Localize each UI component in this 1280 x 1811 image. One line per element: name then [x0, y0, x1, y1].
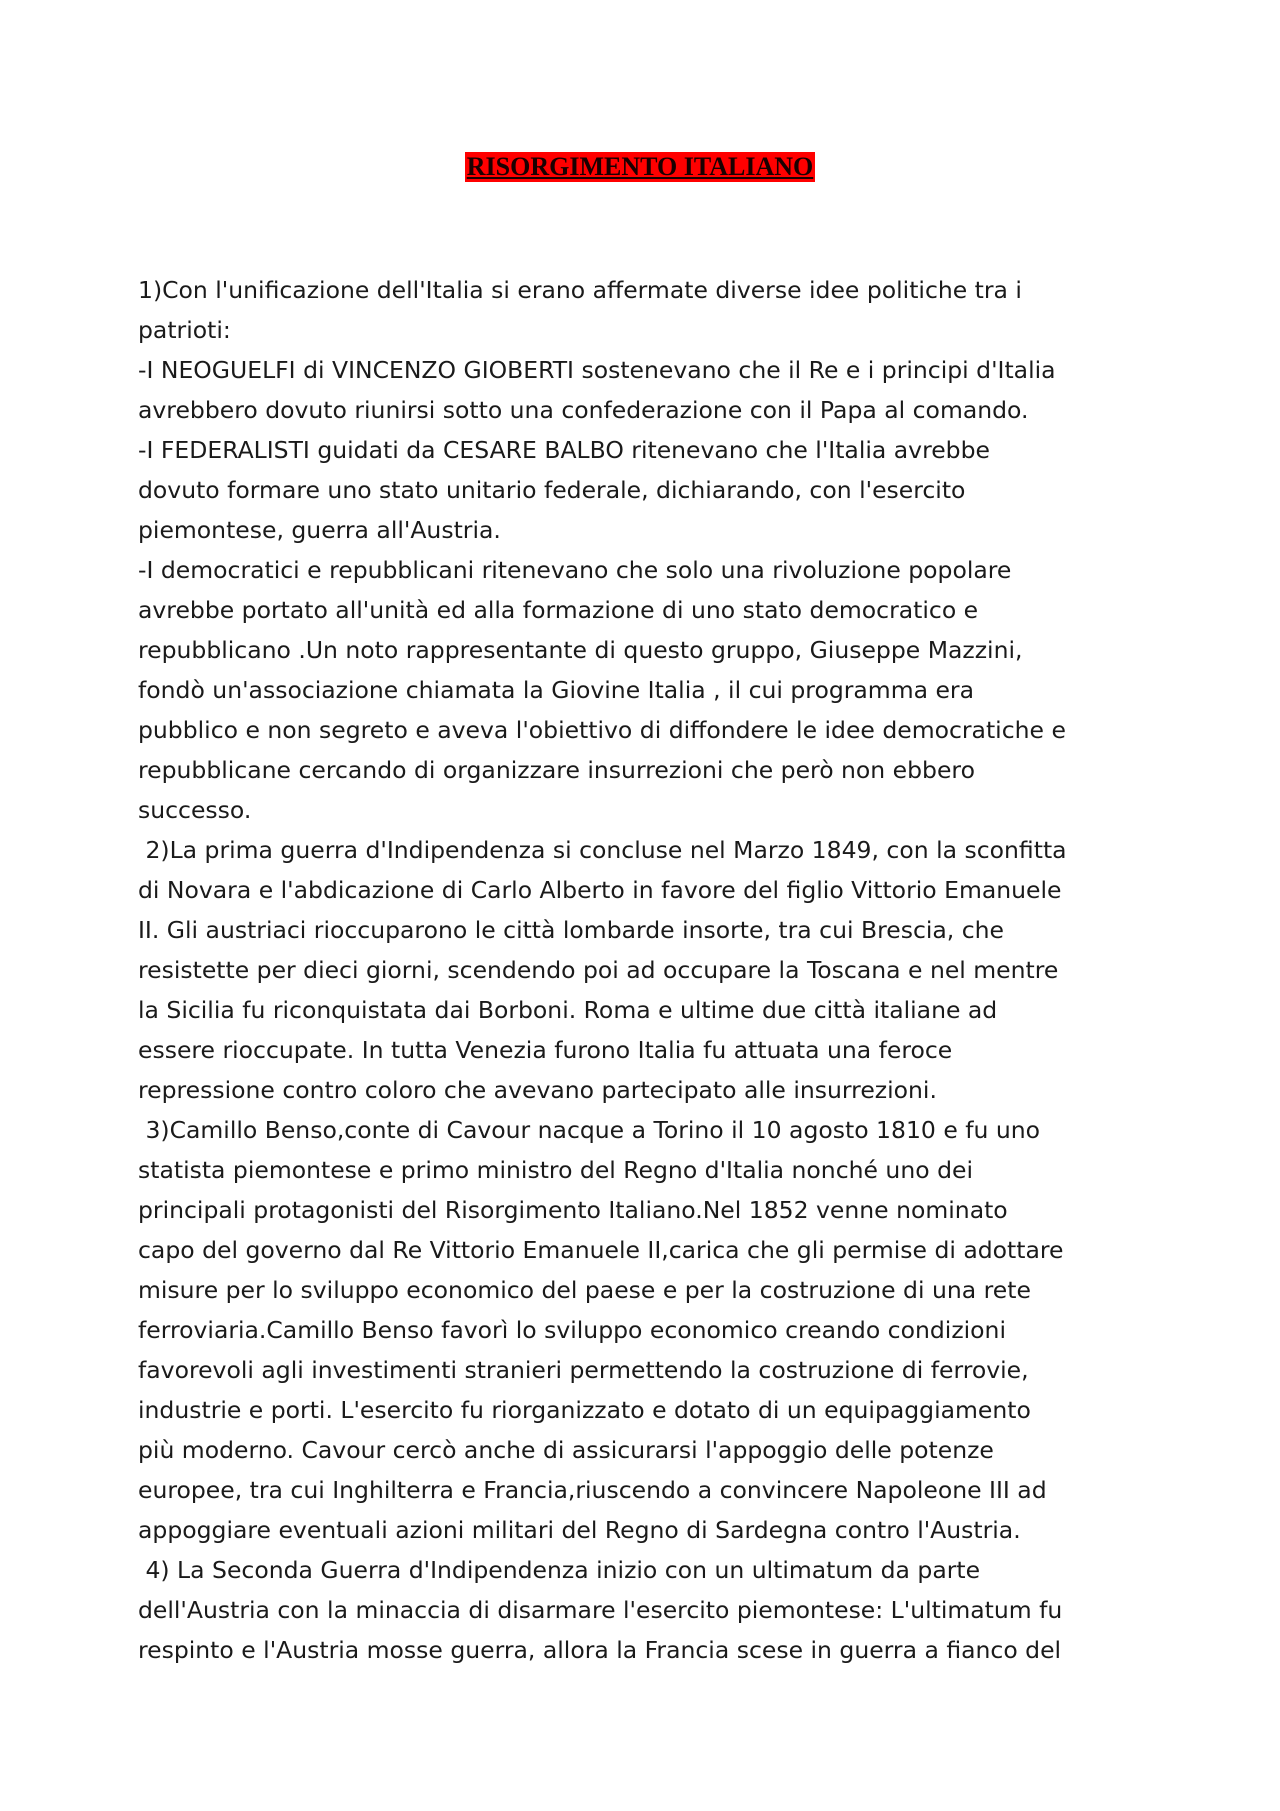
text-line: la Sicilia fu riconquistata dai Borboni. Roma e ultime due città italiane ad — [138, 996, 998, 1024]
text-line: 3)Camillo Benso,conte di Cavour nacque a Torino il 10 agosto 1810 e fu uno — [138, 1116, 1041, 1144]
text-line: repubblicano .Un noto rappresentante di questo gruppo, Giuseppe Mazzini, — [138, 636, 1023, 664]
text-line: principali protagonisti del Risorgimento Italiano.Nel 1852 venne nominato — [138, 1196, 1008, 1224]
text-line: successo. — [138, 796, 252, 824]
text-line: avrebbe portato all'unità ed alla formazione di uno stato democratico e — [138, 596, 979, 624]
text-line: appoggiare eventuali azioni militari del Regno di Sardegna contro l'Austria. — [138, 1516, 1021, 1544]
text-line: 4) La Seconda Guerra d'Indipendenza inizio con un ultimatum da parte — [138, 1556, 981, 1584]
title-container — [0, 152, 1280, 182]
text-line: essere rioccupate. In tutta Venezia furono Italia fu attuata una feroce — [138, 1036, 953, 1064]
text-line: avrebbero dovuto riunirsi sotto una confederazione con il Papa al comando. — [138, 396, 1029, 424]
text-line: respinto e l'Austria mosse guerra, allora la Francia scese in guerra a fianco del — [138, 1636, 1062, 1664]
text-line: favorevoli agli investimenti stranieri permettendo la costruzione di ferrovie, — [138, 1356, 1029, 1384]
text-line: statista piemontese e primo ministro del Regno d'Italia nonché uno dei — [138, 1156, 973, 1184]
text-line: patrioti: — [138, 316, 231, 344]
text-line: capo del governo dal Re Vittorio Emanuele II,carica che gli permise di adottare — [138, 1236, 1064, 1264]
document-body — [138, 270, 1168, 1670]
text-line: II. Gli austriaci rioccuparono le città lombarde insorte, tra cui Brescia, che — [138, 916, 1005, 944]
text-line: resistette per dieci giorni, scendendo poi ad occupare la Toscana e nel mentre — [138, 956, 1059, 984]
text-line: dovuto formare uno stato unitario federale, dichiarando, con l'esercito — [138, 476, 966, 504]
document-title: RISORGIMENTO ITALIANO — [466, 152, 814, 181]
text-line: repubblicane cercando di organizzare insurrezioni che però non ebbero — [138, 756, 975, 784]
text-line: pubblico e non segreto e aveva l'obiettivo di diffondere le idee democratiche e — [138, 716, 1066, 744]
text-line: 1)Con l'unificazione dell'Italia si erano affermate diverse idee politiche tra i — [138, 276, 1022, 304]
text-line: misure per lo sviluppo economico del paese e per la costruzione di una rete — [138, 1276, 1031, 1304]
text-line: -I NEOGUELFI di VINCENZO GIOBERTI sostenevano che il Re e i principi d'Italia — [138, 356, 1056, 384]
text-line: -I FEDERALISTI guidati da CESARE BALBO ritenevano che l'Italia avrebbe — [138, 436, 990, 464]
text-line: -I democratici e repubblicani ritenevano che solo una rivoluzione popolare — [138, 556, 1012, 584]
text-line: ferroviaria.Camillo Benso favorì lo sviluppo economico creando condizioni — [138, 1316, 1006, 1344]
text-line: europee, tra cui Inghilterra e Francia,riuscendo a convincere Napoleone III ad — [138, 1476, 1047, 1504]
text-line: dell'Austria con la minaccia di disarmare l'esercito piemontese: L'ultimatum fu — [138, 1596, 1063, 1624]
text-line: industrie e porti. L'esercito fu riorganizzato e dotato di un equipaggiamento — [138, 1396, 1031, 1424]
text-line: 2)La prima guerra d'Indipendenza si concluse nel Marzo 1849, con la sconfitta — [138, 836, 1067, 864]
text-line: repressione contro coloro che avevano partecipato alle insurrezioni. — [138, 1076, 937, 1104]
text-line: più moderno. Cavour cercò anche di assicurarsi l'appoggio delle potenze — [138, 1436, 994, 1464]
text-line: di Novara e l'abdicazione di Carlo Alberto in favore del figlio Vittorio Emanuele — [138, 876, 1062, 904]
text-line: fondò un'associazione chiamata la Giovine Italia , il cui programma era — [138, 676, 974, 704]
text-line: piemontese, guerra all'Austria. — [138, 516, 501, 544]
